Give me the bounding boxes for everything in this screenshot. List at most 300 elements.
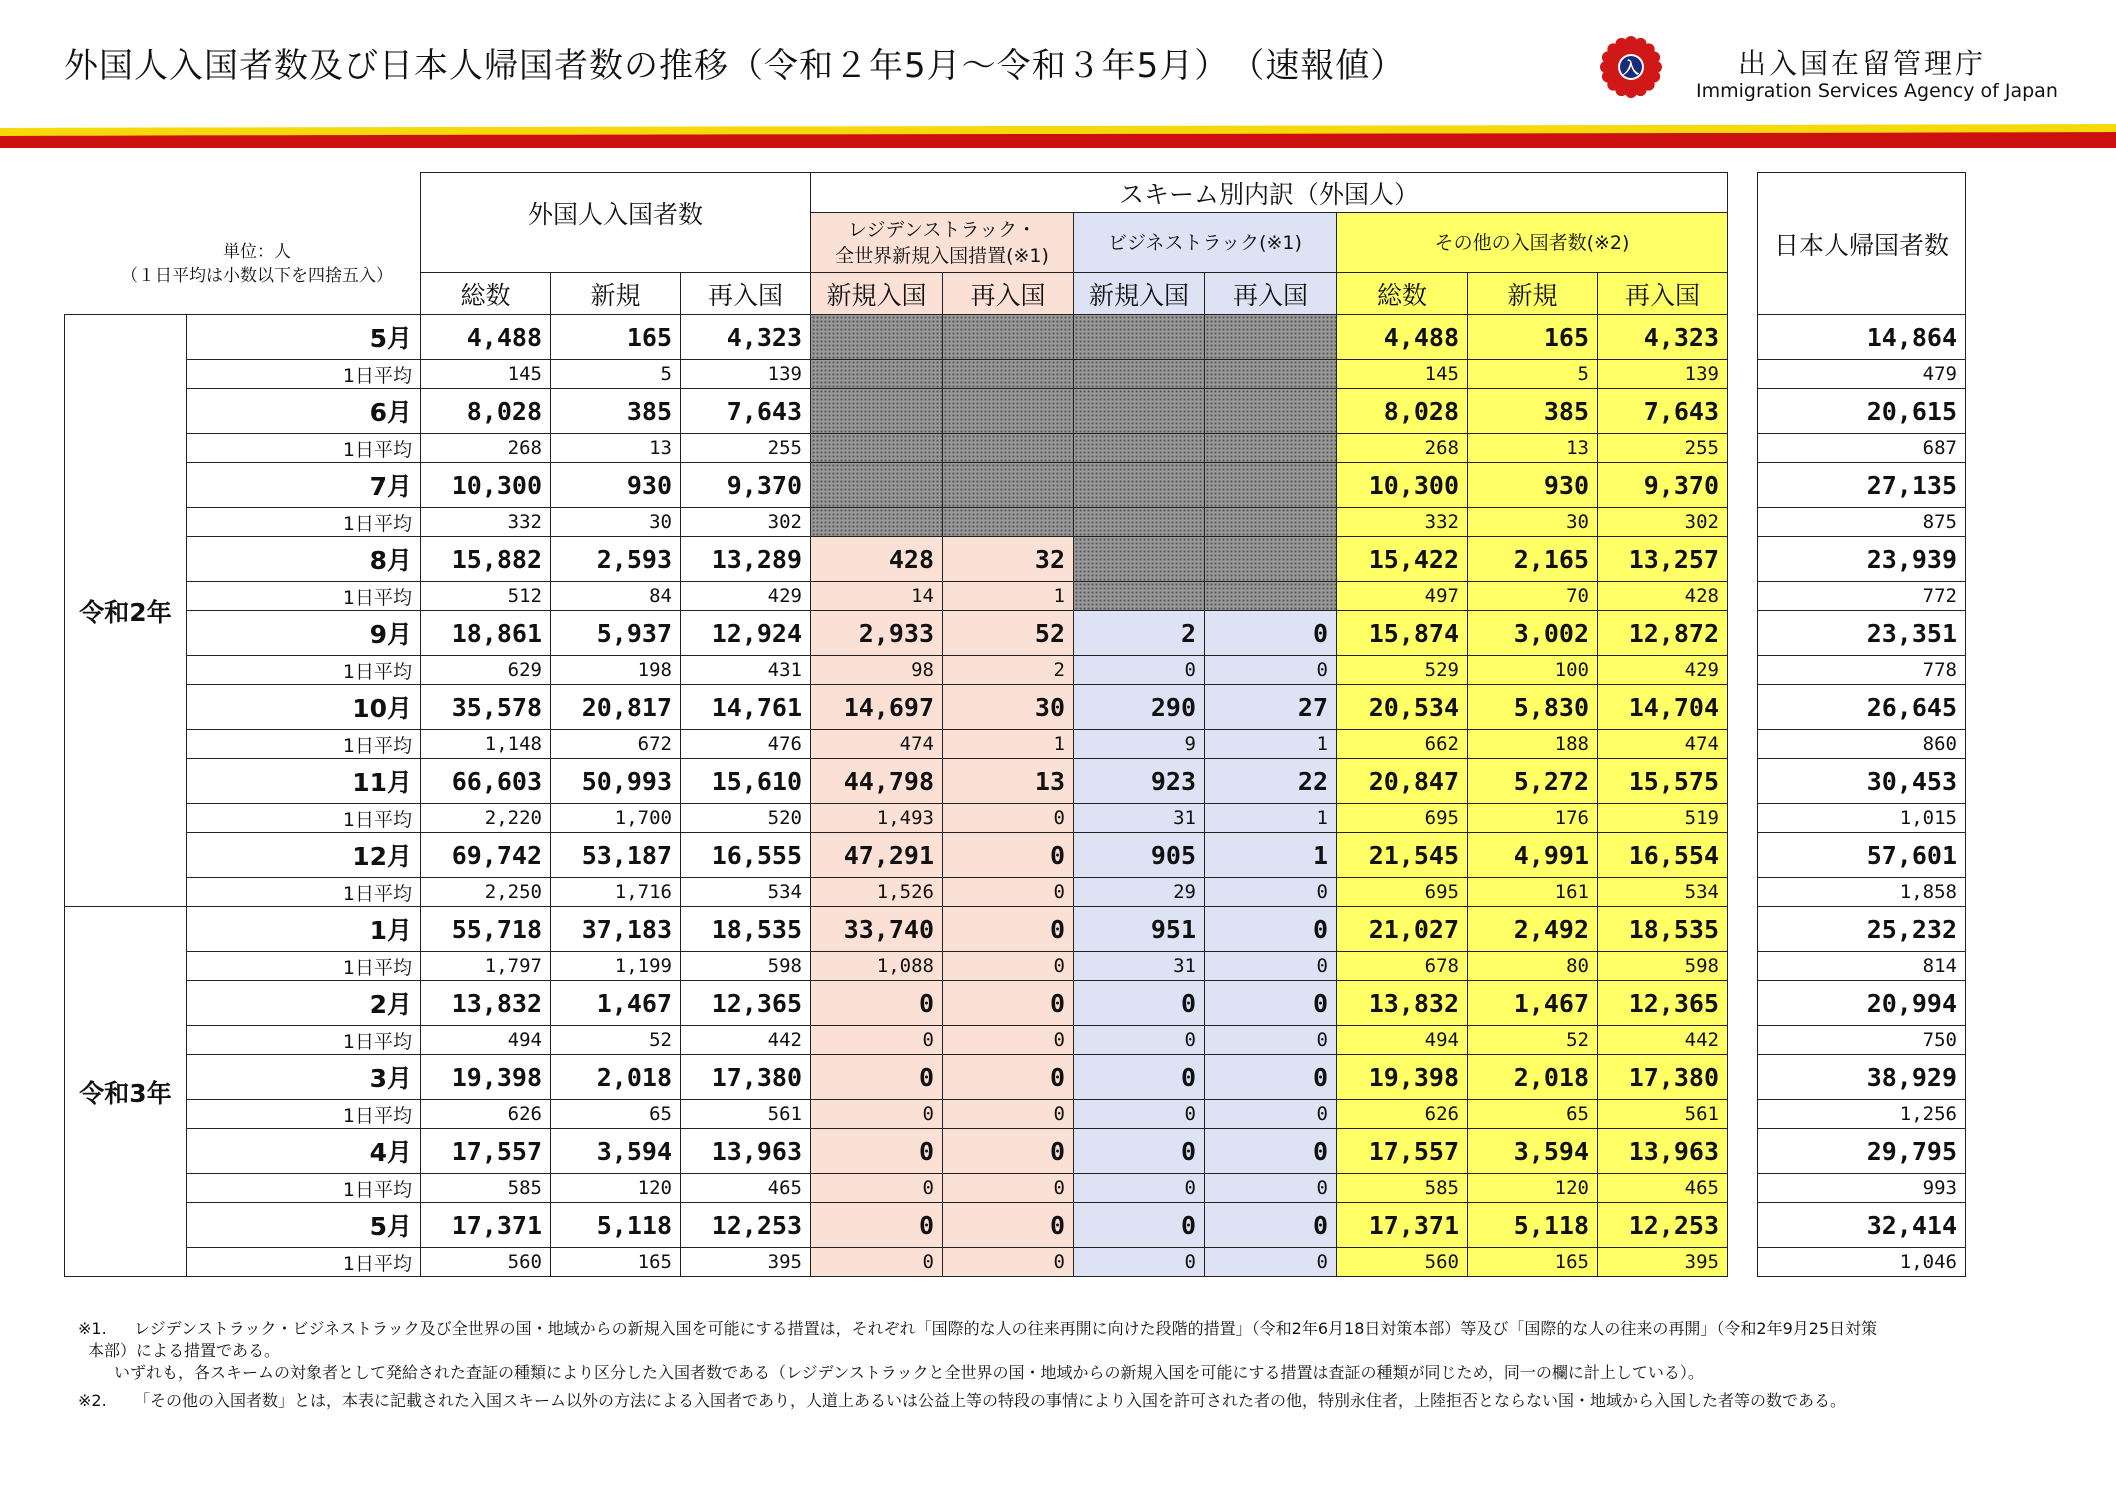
cell-other-total: 15,874	[1337, 611, 1468, 656]
cell-japanese-returnees: 38,929	[1758, 1055, 1966, 1100]
cell-total: 17,557	[421, 1129, 551, 1174]
header-residence-track	[811, 213, 1074, 273]
cell-other-total: 695	[1337, 878, 1468, 907]
not-applicable-cell	[943, 389, 1074, 434]
table-row	[65, 1174, 1966, 1203]
cell-other-total: 8,028	[1337, 389, 1468, 434]
unit-note-line2: （１日平均は小数以下を四捨五入）	[121, 266, 393, 286]
cell-other-total: 626	[1337, 1100, 1468, 1129]
cell-business-reentry: 1	[1205, 804, 1337, 833]
cell-other-new: 52	[1468, 1026, 1598, 1055]
header-other-entries: その他の入国者数(※2)	[1337, 213, 1728, 273]
cell-business-new: 2	[1074, 611, 1205, 656]
footnote-2-line1: 「その他の入国者数」とは，本表に記載された入国スキーム以外の方法による入国者であり，人道上あるいは公益上等の特段の事情により入国を許可された者の他，特別永住者，上陸拒否とならない国・地域から入国した者等の数である。	[134, 1391, 1847, 1410]
cell-other-reentry: 395	[1598, 1248, 1728, 1277]
cell-residence-new: 14	[811, 582, 943, 611]
not-applicable-cell	[943, 463, 1074, 508]
cell-japanese-returnees: 860	[1758, 730, 1966, 759]
cell-new: 20,817	[551, 685, 681, 730]
cell-new: 65	[551, 1100, 681, 1129]
header-other-new: 新規	[1468, 273, 1598, 315]
table-row	[65, 907, 1966, 952]
daily-avg-label: 1日平均	[187, 1026, 421, 1055]
cell-other-new: 5	[1468, 360, 1598, 389]
cell-residence-new: 0	[811, 1203, 943, 1248]
table-row	[65, 878, 1966, 907]
not-applicable-cell	[943, 508, 1074, 537]
cell-business-reentry: 0	[1205, 981, 1337, 1026]
cell-other-total: 145	[1337, 360, 1468, 389]
cell-business-new: 951	[1074, 907, 1205, 952]
cell-other-total: 585	[1337, 1174, 1468, 1203]
table-row	[65, 833, 1966, 878]
footnotes	[78, 1318, 2088, 1418]
header-new: 新規	[551, 273, 681, 315]
cell-other-reentry: 302	[1598, 508, 1728, 537]
cell-reentry: 442	[681, 1026, 811, 1055]
cell-residence-reentry: 0	[943, 1174, 1074, 1203]
cell-japanese-returnees: 993	[1758, 1174, 1966, 1203]
cell-other-reentry: 13,257	[1598, 537, 1728, 582]
cell-residence-reentry: 0	[943, 1100, 1074, 1129]
cell-total: 18,861	[421, 611, 551, 656]
cell-other-new: 120	[1468, 1174, 1598, 1203]
unit-note-line1: 単位：人	[223, 242, 291, 262]
cell-residence-reentry: 0	[943, 981, 1074, 1026]
cell-business-reentry: 0	[1205, 1026, 1337, 1055]
cell-new: 52	[551, 1026, 681, 1055]
cell-other-total: 529	[1337, 656, 1468, 685]
not-applicable-cell	[1205, 315, 1337, 360]
svg-text:入: 入	[1622, 58, 1640, 77]
cell-residence-new: 33,740	[811, 907, 943, 952]
cell-residence-new: 14,697	[811, 685, 943, 730]
cell-residence-reentry: 0	[943, 1026, 1074, 1055]
cell-other-new: 161	[1468, 878, 1598, 907]
month-label: 10月	[187, 685, 421, 730]
header-scheme-breakdown: スキーム別内訳（外国人）	[811, 173, 1728, 213]
cell-total: 69,742	[421, 833, 551, 878]
not-applicable-cell	[1074, 434, 1205, 463]
cell-residence-reentry: 52	[943, 611, 1074, 656]
daily-avg-label: 1日平均	[187, 952, 421, 981]
not-applicable-cell	[1074, 315, 1205, 360]
cell-other-reentry: 598	[1598, 952, 1728, 981]
table-row	[65, 804, 1966, 833]
cell-total: 585	[421, 1174, 551, 1203]
not-applicable-cell	[1205, 508, 1337, 537]
month-label: 11月	[187, 759, 421, 804]
cell-total: 4,488	[421, 315, 551, 360]
cell-new: 165	[551, 315, 681, 360]
cell-new: 37,183	[551, 907, 681, 952]
cell-japanese-returnees: 1,256	[1758, 1100, 1966, 1129]
cell-residence-new: 0	[811, 1055, 943, 1100]
month-label: 7月	[187, 463, 421, 508]
header-residence-track-line2: 全世界新規入国措置(※1)	[835, 244, 1049, 267]
cell-other-total: 17,557	[1337, 1129, 1468, 1174]
cell-business-new: 29	[1074, 878, 1205, 907]
cell-japanese-returnees: 687	[1758, 434, 1966, 463]
cell-other-total: 10,300	[1337, 463, 1468, 508]
not-applicable-cell	[811, 315, 943, 360]
table-row	[65, 685, 1966, 730]
cell-other-new: 30	[1468, 508, 1598, 537]
cell-new: 53,187	[551, 833, 681, 878]
cell-japanese-returnees: 479	[1758, 360, 1966, 389]
entries-table	[64, 172, 1966, 1277]
cell-total: 145	[421, 360, 551, 389]
cell-other-reentry: 16,554	[1598, 833, 1728, 878]
table-row	[65, 730, 1966, 759]
month-label: 12月	[187, 833, 421, 878]
cell-business-new: 9	[1074, 730, 1205, 759]
cell-japanese-returnees: 814	[1758, 952, 1966, 981]
header-business-new: 新規入国	[1074, 273, 1205, 315]
cell-business-reentry: 0	[1205, 907, 1337, 952]
table-row	[65, 1129, 1966, 1174]
table-row	[65, 434, 1966, 463]
cell-residence-new: 0	[811, 1026, 943, 1055]
cell-reentry: 12,365	[681, 981, 811, 1026]
cell-residence-reentry: 32	[943, 537, 1074, 582]
cell-new: 385	[551, 389, 681, 434]
table-row	[65, 759, 1966, 804]
daily-avg-label: 1日平均	[187, 582, 421, 611]
header-stripe	[0, 118, 2116, 158]
cell-other-reentry: 15,575	[1598, 759, 1728, 804]
month-label: 4月	[187, 1129, 421, 1174]
cell-new: 5	[551, 360, 681, 389]
cell-japanese-returnees: 25,232	[1758, 907, 1966, 952]
footnote-2	[78, 1390, 2088, 1412]
not-applicable-cell	[1205, 463, 1337, 508]
cell-total: 629	[421, 656, 551, 685]
cell-other-total: 332	[1337, 508, 1468, 537]
cell-reentry: 15,610	[681, 759, 811, 804]
cell-other-total: 497	[1337, 582, 1468, 611]
cell-new: 84	[551, 582, 681, 611]
cell-total: 66,603	[421, 759, 551, 804]
table-row	[65, 952, 1966, 981]
cell-other-total: 678	[1337, 952, 1468, 981]
cell-other-new: 165	[1468, 315, 1598, 360]
not-applicable-cell	[811, 434, 943, 463]
cell-reentry: 16,555	[681, 833, 811, 878]
not-applicable-cell	[1205, 537, 1337, 582]
cell-other-total: 19,398	[1337, 1055, 1468, 1100]
not-applicable-cell	[943, 315, 1074, 360]
cell-total: 268	[421, 434, 551, 463]
cell-total: 1,148	[421, 730, 551, 759]
cell-total: 626	[421, 1100, 551, 1129]
cell-residence-reentry: 0	[943, 907, 1074, 952]
cell-other-new: 165	[1468, 1248, 1598, 1277]
era-label: 令和2年	[65, 315, 187, 907]
table-row	[65, 981, 1966, 1026]
header-business-reentry: 再入国	[1205, 273, 1337, 315]
not-applicable-cell	[943, 434, 1074, 463]
cell-reentry: 302	[681, 508, 811, 537]
daily-avg-label: 1日平均	[187, 508, 421, 537]
cell-other-reentry: 9,370	[1598, 463, 1728, 508]
cell-other-reentry: 474	[1598, 730, 1728, 759]
table-row	[65, 656, 1966, 685]
cell-business-new: 0	[1074, 1248, 1205, 1277]
cell-new: 198	[551, 656, 681, 685]
cell-other-new: 5,272	[1468, 759, 1598, 804]
daily-avg-label: 1日平均	[187, 878, 421, 907]
cell-residence-new: 474	[811, 730, 943, 759]
cell-japanese-returnees: 20,615	[1758, 389, 1966, 434]
cell-business-new: 290	[1074, 685, 1205, 730]
cell-residence-reentry: 0	[943, 1248, 1074, 1277]
cell-other-reentry: 12,872	[1598, 611, 1728, 656]
cell-other-new: 2,492	[1468, 907, 1598, 952]
cell-japanese-returnees: 1,858	[1758, 878, 1966, 907]
cell-japanese-returnees: 32,414	[1758, 1203, 1966, 1248]
cell-business-new: 0	[1074, 1129, 1205, 1174]
cell-new: 120	[551, 1174, 681, 1203]
cell-business-reentry: 1	[1205, 730, 1337, 759]
cell-japanese-returnees: 26,645	[1758, 685, 1966, 730]
cell-other-new: 1,467	[1468, 981, 1598, 1026]
cell-other-new: 100	[1468, 656, 1598, 685]
footnote-1-line3: いずれも，各スキームの対象者として発給された査証の種類により区分した入国者数である（レジデンストラックと全世界の国・地域からの新規入国を可能にする措置は査証の種類が同じため，同一の欄に計上している）。	[114, 1363, 1704, 1382]
cell-residence-new: 1,088	[811, 952, 943, 981]
not-applicable-cell	[1074, 582, 1205, 611]
daily-avg-label: 1日平均	[187, 1248, 421, 1277]
cell-reentry: 465	[681, 1174, 811, 1203]
emblem-petal	[1648, 51, 1660, 63]
daily-avg-label: 1日平均	[187, 1174, 421, 1203]
daily-avg-label: 1日平均	[187, 656, 421, 685]
cell-other-reentry: 429	[1598, 656, 1728, 685]
cell-residence-new: 0	[811, 1174, 943, 1203]
cell-other-total: 21,545	[1337, 833, 1468, 878]
cell-residence-new: 0	[811, 1129, 943, 1174]
cell-reentry: 429	[681, 582, 811, 611]
cell-new: 1,199	[551, 952, 681, 981]
table-row	[65, 1055, 1966, 1100]
cell-other-reentry: 12,365	[1598, 981, 1728, 1026]
cell-reentry: 12,924	[681, 611, 811, 656]
cell-business-new: 0	[1074, 1203, 1205, 1248]
cell-other-total: 695	[1337, 804, 1468, 833]
cell-other-total: 17,371	[1337, 1203, 1468, 1248]
cell-japanese-returnees: 57,601	[1758, 833, 1966, 878]
cell-new: 13	[551, 434, 681, 463]
month-label: 3月	[187, 1055, 421, 1100]
cell-business-new: 905	[1074, 833, 1205, 878]
cell-residence-new: 0	[811, 1100, 943, 1129]
agency-name-en: Immigration Services Agency of Japan	[1696, 80, 2058, 102]
not-applicable-cell	[1205, 360, 1337, 389]
cell-other-reentry: 17,380	[1598, 1055, 1728, 1100]
header-other-reentry: 再入国	[1598, 273, 1728, 315]
cell-business-new: 923	[1074, 759, 1205, 804]
footnote-1-line2: 本部）による措置である。	[88, 1341, 281, 1360]
cell-business-reentry: 0	[1205, 1174, 1337, 1203]
cell-reentry: 255	[681, 434, 811, 463]
cell-reentry: 520	[681, 804, 811, 833]
cell-other-total: 15,422	[1337, 537, 1468, 582]
cell-japanese-returnees: 30,453	[1758, 759, 1966, 804]
cell-new: 1,700	[551, 804, 681, 833]
cell-reentry: 4,323	[681, 315, 811, 360]
cell-total: 10,300	[421, 463, 551, 508]
cell-japanese-returnees: 23,351	[1758, 611, 1966, 656]
cell-residence-reentry: 0	[943, 833, 1074, 878]
table-row	[65, 1203, 1966, 1248]
cell-other-total: 20,847	[1337, 759, 1468, 804]
cell-new: 30	[551, 508, 681, 537]
cell-other-total: 560	[1337, 1248, 1468, 1277]
daily-avg-label: 1日平均	[187, 1100, 421, 1129]
not-applicable-cell	[811, 360, 943, 389]
daily-avg-label: 1日平均	[187, 804, 421, 833]
cell-business-new: 0	[1074, 1026, 1205, 1055]
cell-new: 50,993	[551, 759, 681, 804]
cell-residence-new: 428	[811, 537, 943, 582]
cell-other-reentry: 255	[1598, 434, 1728, 463]
cell-reentry: 17,380	[681, 1055, 811, 1100]
cell-residence-reentry: 30	[943, 685, 1074, 730]
cell-japanese-returnees: 778	[1758, 656, 1966, 685]
cell-other-reentry: 465	[1598, 1174, 1728, 1203]
cell-business-reentry: 0	[1205, 952, 1337, 981]
cell-residence-new: 1,493	[811, 804, 943, 833]
cell-other-reentry: 428	[1598, 582, 1728, 611]
cell-japanese-returnees: 29,795	[1758, 1129, 1966, 1174]
table-row	[65, 1026, 1966, 1055]
cell-business-reentry: 0	[1205, 878, 1337, 907]
cell-other-total: 494	[1337, 1026, 1468, 1055]
cell-japanese-returnees: 1,015	[1758, 804, 1966, 833]
cell-business-new: 0	[1074, 1055, 1205, 1100]
cell-total: 19,398	[421, 1055, 551, 1100]
cell-other-reentry: 519	[1598, 804, 1728, 833]
cell-other-new: 5,830	[1468, 685, 1598, 730]
cell-reentry: 598	[681, 952, 811, 981]
daily-avg-label: 1日平均	[187, 434, 421, 463]
not-applicable-cell	[811, 508, 943, 537]
cell-new: 2,593	[551, 537, 681, 582]
cell-total: 560	[421, 1248, 551, 1277]
cell-total: 8,028	[421, 389, 551, 434]
table-row	[65, 360, 1966, 389]
cell-residence-reentry: 1	[943, 582, 1074, 611]
cell-total: 55,718	[421, 907, 551, 952]
cell-business-new: 31	[1074, 804, 1205, 833]
cell-residence-new: 1,526	[811, 878, 943, 907]
cell-other-new: 4,991	[1468, 833, 1598, 878]
cell-business-new: 0	[1074, 981, 1205, 1026]
cell-other-total: 662	[1337, 730, 1468, 759]
not-applicable-cell	[1074, 508, 1205, 537]
month-label: 1月	[187, 907, 421, 952]
agency-name-ja: 出入国在留管理庁	[1738, 47, 1987, 80]
cell-other-reentry: 561	[1598, 1100, 1728, 1129]
not-applicable-cell	[1074, 360, 1205, 389]
cell-reentry: 476	[681, 730, 811, 759]
cell-japanese-returnees: 14,864	[1758, 315, 1966, 360]
cell-other-new: 2,165	[1468, 537, 1598, 582]
cell-total: 35,578	[421, 685, 551, 730]
cell-residence-reentry: 0	[943, 804, 1074, 833]
footnote-1-mark: ※1.	[78, 1319, 107, 1338]
cell-new: 930	[551, 463, 681, 508]
cell-residence-reentry: 1	[943, 730, 1074, 759]
cell-reentry: 431	[681, 656, 811, 685]
cell-reentry: 9,370	[681, 463, 811, 508]
table-row	[65, 315, 1966, 360]
cell-other-reentry: 18,535	[1598, 907, 1728, 952]
header-other-total: 総数	[1337, 273, 1468, 315]
cell-residence-reentry: 0	[943, 1203, 1074, 1248]
cell-reentry: 12,253	[681, 1203, 811, 1248]
cell-total: 2,250	[421, 878, 551, 907]
header-japanese-returnees: 日本人帰国者数	[1758, 173, 1966, 315]
cell-other-new: 3,594	[1468, 1129, 1598, 1174]
cell-business-reentry: 0	[1205, 656, 1337, 685]
cell-other-reentry: 12,253	[1598, 1203, 1728, 1248]
cell-residence-reentry: 13	[943, 759, 1074, 804]
cell-other-new: 930	[1468, 463, 1598, 508]
cell-total: 2,220	[421, 804, 551, 833]
cell-business-reentry: 22	[1205, 759, 1337, 804]
cell-other-reentry: 442	[1598, 1026, 1728, 1055]
table-row	[65, 1248, 1966, 1277]
not-applicable-cell	[811, 463, 943, 508]
cell-japanese-returnees: 27,135	[1758, 463, 1966, 508]
era-label: 令和3年	[65, 907, 187, 1277]
cell-other-total: 268	[1337, 434, 1468, 463]
table-row	[65, 463, 1966, 508]
not-applicable-cell	[1074, 463, 1205, 508]
cell-business-reentry: 0	[1205, 1248, 1337, 1277]
cell-new: 165	[551, 1248, 681, 1277]
cell-business-reentry: 0	[1205, 1203, 1337, 1248]
header-foreign-entries: 外国人入国者数	[421, 173, 811, 273]
not-applicable-cell	[811, 389, 943, 434]
cell-other-reentry: 534	[1598, 878, 1728, 907]
cell-reentry: 561	[681, 1100, 811, 1129]
cell-other-new: 65	[1468, 1100, 1598, 1129]
cell-other-new: 13	[1468, 434, 1598, 463]
cell-total: 15,882	[421, 537, 551, 582]
cell-business-reentry: 0	[1205, 611, 1337, 656]
cell-other-new: 80	[1468, 952, 1598, 981]
cell-other-total: 20,534	[1337, 685, 1468, 730]
month-label: 6月	[187, 389, 421, 434]
cell-other-new: 5,118	[1468, 1203, 1598, 1248]
cell-business-new: 0	[1074, 656, 1205, 685]
agency-emblem-icon	[1598, 34, 1664, 100]
cell-japanese-returnees: 772	[1758, 582, 1966, 611]
cell-other-reentry: 139	[1598, 360, 1728, 389]
cell-other-reentry: 7,643	[1598, 389, 1728, 434]
table-row	[65, 508, 1966, 537]
footnote-1-line1: レジデンストラック・ビジネストラック及び全世界の国・地域からの新規入国を可能にする措置は，それぞれ「国際的な人の往来再開に向けた段階的措置」（令和2年6月18日対策本部）等及び「国際的な人の往来の再開」（令和2年9月25日対策	[134, 1319, 1878, 1338]
cell-japanese-returnees: 20,994	[1758, 981, 1966, 1026]
table-row	[65, 582, 1966, 611]
cell-other-new: 385	[1468, 389, 1598, 434]
not-applicable-cell	[1205, 389, 1337, 434]
daily-avg-label: 1日平均	[187, 730, 421, 759]
cell-total: 512	[421, 582, 551, 611]
cell-reentry: 13,963	[681, 1129, 811, 1174]
